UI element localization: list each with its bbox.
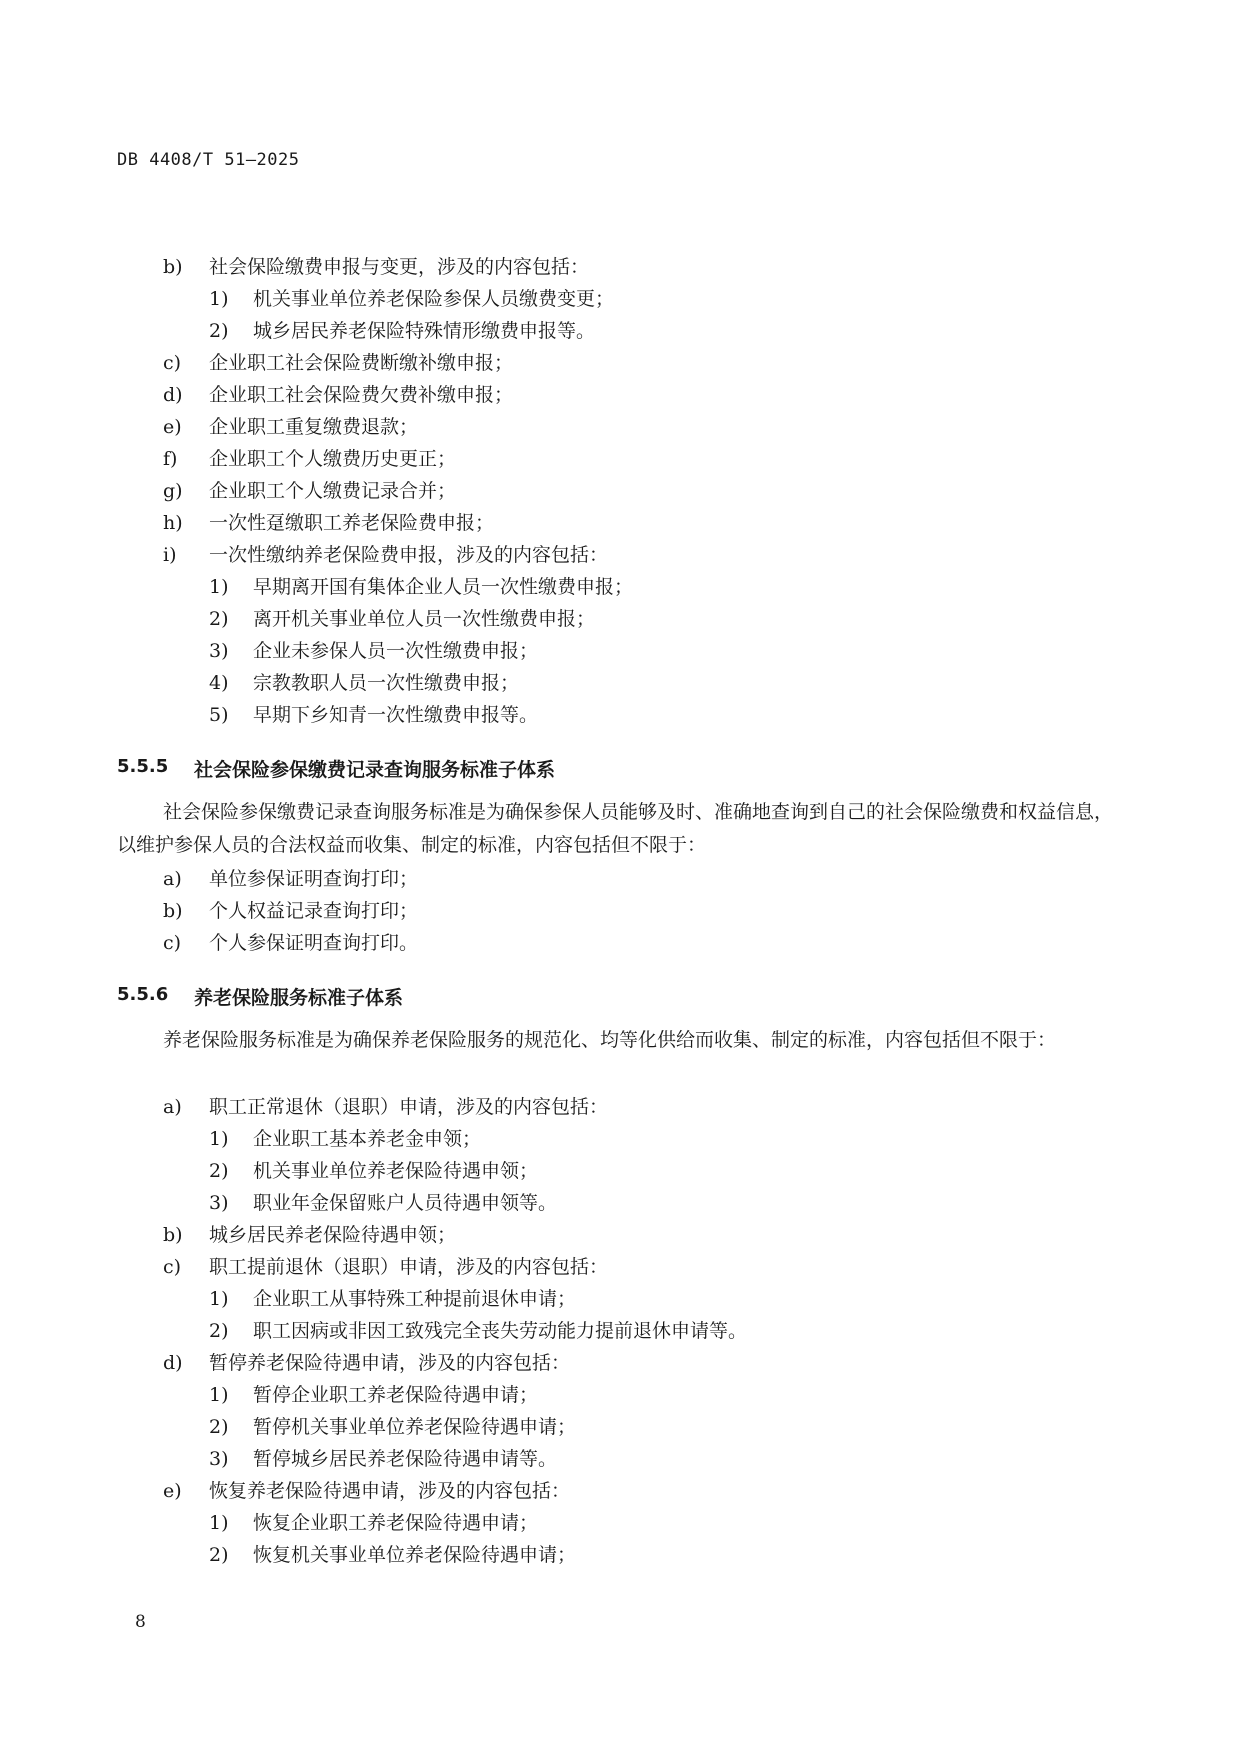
sublist-item: 早期离开国有集体企业人员一次性缴费申报； bbox=[253, 576, 634, 598]
list-item: 企业职工社会保险费欠费补缴申报； bbox=[209, 384, 514, 406]
list-item: 城乡居民养老保险待遇申领； bbox=[209, 1224, 457, 1246]
sublist-item: 企业职工从事特殊工种提前退休申请； bbox=[253, 1288, 577, 1310]
sublist-item: 暂停机关事业单位养老保险待遇申请； bbox=[253, 1416, 577, 1438]
sublist-marker: 2) bbox=[209, 1544, 229, 1566]
sublist-item: 职工因病或非因工致残完全丧失劳动能力提前退休申请等。 bbox=[253, 1320, 748, 1342]
sublist-item: 企业职工基本养老金申领； bbox=[253, 1128, 482, 1150]
list-marker: g) bbox=[163, 480, 183, 502]
sublist-item: 企业未参保人员一次性缴费申报； bbox=[253, 640, 539, 662]
section-paragraph: 养老保险服务标准是为确保养老保险服务的规范化、均等化供给而收集、制定的标准，内容包括但不限于： bbox=[163, 1029, 1057, 1051]
sublist-item: 宗教教职人员一次性缴费申报； bbox=[253, 672, 520, 694]
sublist-marker: 4) bbox=[209, 672, 229, 694]
list-marker: e) bbox=[163, 416, 182, 438]
list-item: 一次性趸缴职工养老保险费申报； bbox=[209, 512, 495, 534]
sublist-marker: 3) bbox=[209, 640, 229, 662]
list-marker: c) bbox=[163, 1256, 182, 1278]
section-number: 5.5.6 bbox=[117, 984, 169, 1005]
section-paragraph: 社会保险参保缴费记录查询服务标准是为确保参保人员能够及时、准确地查询到自己的社会保险缴费和权益信息，以维护参保人员的合法权益而收集、制定的标准，内容包括但不限于： bbox=[117, 801, 1114, 856]
sublist-marker: 1) bbox=[209, 288, 229, 310]
list-item: 个人权益记录查询打印； bbox=[209, 900, 419, 922]
section-title: 社会保险参保缴费记录查询服务标准子体系 bbox=[194, 759, 556, 781]
list-marker: b) bbox=[163, 1224, 183, 1246]
list-marker: b) bbox=[163, 256, 183, 278]
list-item: 一次性缴纳养老保险费申报，涉及的内容包括： bbox=[209, 544, 609, 566]
list-item: 恢复养老保险待遇申请，涉及的内容包括： bbox=[209, 1480, 571, 1502]
sublist-item: 早期下乡知青一次性缴费申报等。 bbox=[253, 704, 539, 726]
list-marker: h) bbox=[163, 512, 183, 534]
list-item: 职工提前退休（退职）申请，涉及的内容包括： bbox=[209, 1256, 609, 1278]
list-item: 企业职工个人缴费记录合并； bbox=[209, 480, 457, 502]
sublist-marker: 5) bbox=[209, 704, 229, 726]
sublist-marker: 2) bbox=[209, 1320, 229, 1342]
list-item: 企业职工个人缴费历史更正； bbox=[209, 448, 457, 470]
list-marker: i) bbox=[163, 544, 177, 566]
sublist-item: 城乡居民养老保险特殊情形缴费申报等。 bbox=[253, 320, 596, 342]
section-title: 养老保险服务标准子体系 bbox=[194, 987, 404, 1009]
sublist-item: 暂停城乡居民养老保险待遇申请等。 bbox=[253, 1448, 558, 1470]
list-marker: c) bbox=[163, 352, 182, 374]
list-marker: d) bbox=[163, 384, 183, 406]
sublist-marker: 2) bbox=[209, 1160, 229, 1182]
sublist-marker: 2) bbox=[209, 320, 229, 342]
document-code: DB 4408/T 51—2025 bbox=[117, 150, 300, 170]
list-marker: c) bbox=[163, 932, 182, 954]
sublist-item: 职业年金保留账户人员待遇申领等。 bbox=[253, 1192, 558, 1214]
list-marker: f) bbox=[163, 448, 178, 470]
list-marker: d) bbox=[163, 1352, 183, 1374]
sublist-marker: 1) bbox=[209, 576, 229, 598]
list-item: 社会保险缴费申报与变更，涉及的内容包括： bbox=[209, 256, 590, 278]
sublist-item: 恢复机关事业单位养老保险待遇申请； bbox=[253, 1544, 577, 1566]
list-marker: a) bbox=[163, 868, 182, 890]
list-item: 个人参保证明查询打印。 bbox=[209, 932, 419, 954]
list-item: 企业职工社会保险费断缴补缴申报； bbox=[209, 352, 514, 374]
sublist-item: 离开机关事业单位人员一次性缴费申报； bbox=[253, 608, 596, 630]
list-item: 暂停养老保险待遇申请，涉及的内容包括： bbox=[209, 1352, 571, 1374]
section-number: 5.5.5 bbox=[117, 756, 169, 777]
list-marker: b) bbox=[163, 900, 183, 922]
sublist-marker: 3) bbox=[209, 1192, 229, 1214]
sublist-item: 机关事业单位养老保险参保人员缴费变更； bbox=[253, 288, 615, 310]
sublist-marker: 2) bbox=[209, 1416, 229, 1438]
list-marker: e) bbox=[163, 1480, 182, 1502]
list-marker: a) bbox=[163, 1096, 182, 1118]
page-number: 8 bbox=[135, 1612, 146, 1632]
sublist-item: 机关事业单位养老保险待遇申领； bbox=[253, 1160, 539, 1182]
list-item: 职工正常退休（退职）申请，涉及的内容包括： bbox=[209, 1096, 609, 1118]
list-item: 单位参保证明查询打印； bbox=[209, 868, 419, 890]
sublist-marker: 1) bbox=[209, 1512, 229, 1534]
sublist-marker: 1) bbox=[209, 1384, 229, 1406]
sublist-item: 恢复企业职工养老保险待遇申请； bbox=[253, 1512, 539, 1534]
list-item: 企业职工重复缴费退款； bbox=[209, 416, 419, 438]
sublist-marker: 2) bbox=[209, 608, 229, 630]
sublist-item: 暂停企业职工养老保险待遇申请； bbox=[253, 1384, 539, 1406]
sublist-marker: 1) bbox=[209, 1288, 229, 1310]
sublist-marker: 3) bbox=[209, 1448, 229, 1470]
sublist-marker: 1) bbox=[209, 1128, 229, 1150]
